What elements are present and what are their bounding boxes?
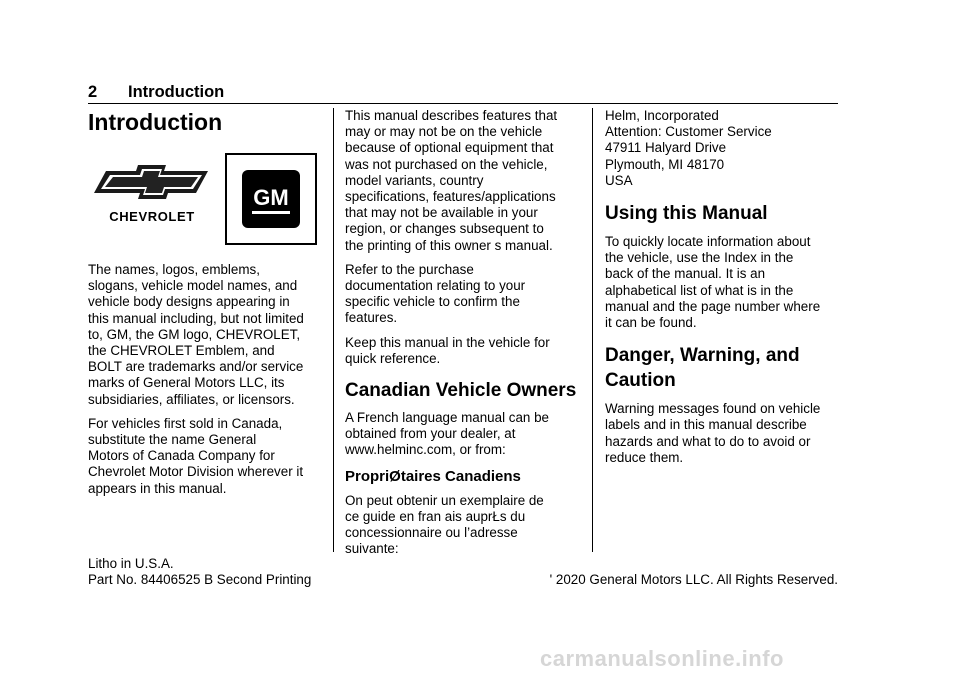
- using-manual-heading: Using this Manual: [605, 203, 768, 225]
- trademark-paragraph: The names, logos, emblems, slogans, vehicle model names, and vehicle body designs appearing in this manual including, but not limited to, GM, the GM logo, CHEVROLET, the CHEVROLET Emblem, and BOLT are trademarks and/or service marks of General Motors LLC, its subsidiaries, affiliates, or licensors.: [88, 262, 304, 407]
- page-header: [88, 83, 838, 105]
- danger-warning-paragraph: Warning messages found on vehicle labels and in this manual describe hazards and what to do to avoid or reduce them.: [605, 401, 821, 465]
- purchase-doc-paragraph: Refer to the purchase documentation relating to your specific vehicle to confirm the features.: [345, 261, 526, 326]
- danger-warning-heading: Danger, Warning, and Caution: [605, 345, 800, 392]
- column-3: [605, 108, 841, 466]
- part-number: Part No. 84406525 B Second Printing: [88, 572, 312, 587]
- footer-left: [88, 556, 311, 588]
- chevrolet-logo: [92, 165, 212, 225]
- column-divider-2: [592, 108, 593, 552]
- french-paragraph: On peut obtenir un exemplaire de ce guide en fran ais auprŁs du concessionnaire ou l’adresse suivante:: [345, 492, 544, 557]
- column-divider-1: [333, 108, 334, 552]
- gm-logo: [225, 153, 317, 245]
- proprietaires-heading: PropriØtaires Canadiens: [345, 467, 521, 485]
- canada-paragraph: For vehicles first sold in Canada, substitute the name General Motors of Canada Company for Chevrolet Motor Division wherever it appears in this manual.: [88, 415, 304, 496]
- column-1: [88, 108, 324, 497]
- copyright-text: ' 2020 General Motors LLC. All Rights Reserved.: [549, 572, 838, 587]
- introduction-title: Introduction: [88, 109, 223, 135]
- page-number: 2: [88, 83, 98, 101]
- section-title: Introduction: [128, 83, 225, 101]
- canadian-owners-heading: Canadian Vehicle Owners: [345, 380, 577, 402]
- brand-logos: [88, 153, 324, 258]
- features-paragraph: This manual describes features that may or may not be on the vehicle because of optional equipment that was not purchased on the vehicle, model variants, country specifications, features/applications that may not be available in your region, or changes subsequent to the printing of this owner s manual.: [345, 108, 558, 253]
- keep-manual-paragraph: Keep this manual in the vehicle for quick reference.: [345, 334, 550, 366]
- using-manual-paragraph: To quickly locate information about the vehicle, use the Index in the back of the manual. It is an alphabetical list of what is in the manual and the page number where it can be found.: [605, 234, 821, 331]
- litho-text: Litho in U.S.A.: [88, 556, 174, 571]
- helm-address: Helm, Incorporated Attention: Customer Service 47911 Halyard Drive Plymouth, MI 48170 USA: [605, 108, 772, 188]
- header-rule: [88, 103, 838, 104]
- gm-wordmark: GM: [253, 185, 289, 210]
- chevrolet-wordmark: CHEVROLET: [109, 209, 195, 224]
- french-manual-paragraph: A French language manual can be obtained from your dealer, at www.helminc.com, or from:: [345, 410, 549, 458]
- watermark: carmanualsonline.info: [540, 646, 784, 671]
- column-2: [345, 108, 581, 557]
